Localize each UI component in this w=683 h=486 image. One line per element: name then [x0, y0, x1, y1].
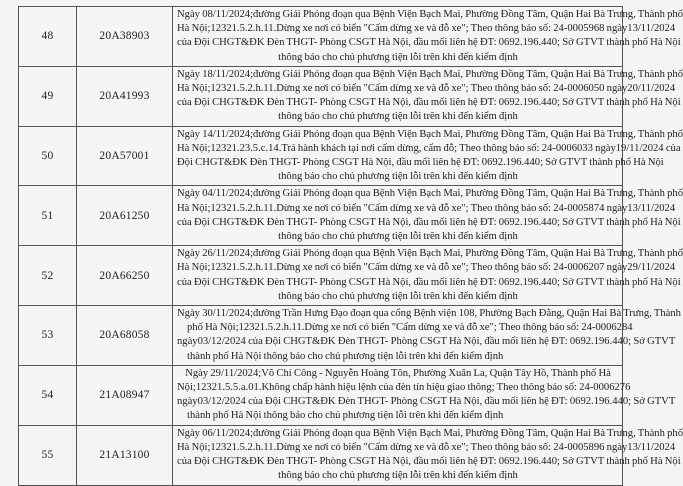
description-line: thông báo cho chủ phương tiện lỗi trên khi đến kiểm định: [278, 111, 518, 123]
description-line: Nội;12321.5.5.a.01.Không chấp hành hiệu lệnh của đèn tín hiệu giao thông; Theo thông báo số: 24-0006276: [177, 382, 631, 394]
description-line: thông báo cho chủ phương tiện lỗi trên khi đến kiểm định: [278, 171, 518, 183]
row-number: 50: [19, 126, 77, 186]
description-line: Ngày 26/11/2024;đường Giải Phóng đoạn qua Bệnh Viện Bạch Mai, Phường Đồng Tâm, Quận Hai Bà Trưng, Thành phố: [177, 248, 683, 260]
table-row: [19, 425, 623, 485]
row-number: 49: [19, 66, 77, 126]
description-line: Ngày 06/11/2024;đường Giải Phóng đoạn qua Bệnh Viện Bạch Mai, Phường Đồng Tâm, Quận Hai Bà Trưng, Thành phố: [177, 427, 683, 439]
license-plate: 20A41993: [77, 66, 173, 126]
description-line: của Đội CHGT&ĐK Đèn THGT- Phòng CSGT Hà Nội, đầu mối liên hệ ĐT: 0692.196.440; Sở GTVT thành phố Hà Nội: [177, 216, 681, 228]
description-line: Ngày 14/11/2024;đường Giải Phóng đoạn qua Bệnh Viện Bạch Mai, Phường Đồng Tâm, Quận Hai Bà Trưng, Thành phố: [177, 128, 683, 140]
violation-description: [173, 126, 683, 186]
description-line: Ngày 08/11/2024;đường Giải Phóng đoạn qua Bệnh Viện Bạch Mai, Phường Đồng Tâm, Quận Hai Bà Trưng, Thành phố: [177, 9, 683, 20]
table-row: [19, 126, 623, 186]
description-line: phố Hà Nội;12321.5.2.h.11.Dừng xe nơi có biển "Cấm dừng xe và đỗ xe"; Theo thông báo số: 24-0006284: [187, 322, 633, 334]
description-line: Ngày 30/11/2024;đường Trần Hưng Đạo đoạn qua cổng Bệnh viện 108, Phường Bạch Đằng, Quận Hai Bà Trưng, Thành: [177, 308, 681, 320]
description-line: thành phố Hà Nội thông báo cho chủ phương tiện lỗi trên khi đến kiểm định: [187, 410, 504, 422]
license-plate: 20A57001: [77, 126, 173, 186]
violation-description: [173, 246, 683, 306]
row-number: 52: [19, 246, 77, 306]
description-line: ngày03/12/2024 của Đội CHGT&ĐK Đèn THGT- Phòng CSGT Hà Nội, đầu mối liên hệ ĐT: 0692.196.440; Sở GTVT: [177, 336, 676, 348]
row-number: 48: [19, 7, 77, 67]
table-row: [19, 306, 623, 366]
table-row: [19, 66, 623, 126]
violation-description: [173, 365, 676, 425]
license-plate: 21A13100: [77, 425, 173, 485]
description-line: của Đội CHGT&ĐK Đèn THGT- Phòng CSGT Hà Nội, đầu mối liên hệ ĐT: 0692.196.440; Sở GTVT thành phố Hà Nội: [177, 276, 681, 288]
table-row: [19, 365, 623, 425]
violation-description: [173, 425, 683, 485]
violation-description: [173, 186, 683, 246]
license-plate: 20A38903: [77, 7, 173, 67]
description-line: Hà Nội;12321.5.2.h.11.Dừng xe nơi có biển "Cấm dừng xe và đỗ xe"; Theo thông báo số: 24-0005874 ngày13/11/2024: [177, 202, 676, 214]
description-line: của Đội CHGT&ĐK Đèn THGT- Phòng CSGT Hà Nội, đầu mối liên hệ ĐT: 0692.196.440; Sở GTVT thành phố Hà Nội: [177, 456, 681, 468]
description-line: thông báo cho chủ phương tiện lỗi trên khi đến kiểm định: [278, 51, 518, 63]
description-line: Ngày 18/11/2024;đường Giải Phóng đoạn qua Bệnh Viện Bạch Mai, Phường Đồng Tâm, Quận Hai Bà Trưng, Thành phố: [177, 68, 683, 80]
violation-description: [173, 7, 683, 67]
table-row: [19, 186, 623, 246]
description-line: Hà Nội;12321.5.2.h.11.Dừng xe nơi có biển "Cấm dừng xe và đỗ xe"; Theo thông báo số: 24-0005896 ngày13/11/2024: [177, 441, 676, 453]
table-row: [19, 7, 623, 67]
table-row: [19, 246, 623, 306]
license-plate: 21A08947: [77, 365, 173, 425]
description-line: Hà Nội;12321.5.2.h.11.Dừng xe nơi có biển "Cấm dừng xe và đỗ xe"; Theo thông báo số: 24-0006050 ngày20/11/2024: [177, 83, 676, 95]
description-line: Hà Nội;12321.23.5.c.14.Trả hành khách tại nơi cấm dừng, cấm đỗ; Theo thông báo số: 24-0006033 ngày19/11/2024 của: [177, 142, 681, 154]
description-line: thông báo cho chủ phương tiện lỗi trên khi đến kiểm định: [278, 231, 518, 243]
row-number: 51: [19, 186, 77, 246]
description-line: thành phố Hà Nội thông báo cho chủ phương tiện lỗi trên khi đến kiểm định: [187, 350, 504, 362]
violations-table-body: [19, 7, 683, 486]
license-plate: 20A66250: [77, 246, 173, 306]
row-number: 53: [19, 306, 77, 366]
row-number: 55: [19, 425, 77, 485]
violation-description: [173, 306, 681, 366]
description-line: của Đội CHGT&ĐK Đèn THGT- Phòng CSGT Hà Nội, đầu mối liên hệ ĐT: 0692.196.440; Sở GTVT thành phố Hà Nội: [177, 37, 681, 49]
description-line: Hà Nội;12321.5.2.h.11.Dừng xe nơi có biển "Cấm dừng xe và đỗ xe"; Theo thông báo số: 24-0006207 ngày29/11/2024: [177, 262, 676, 274]
violation-description: [173, 66, 683, 126]
description-line: Ngày 29/11/2024;Võ Chí Công - Nguyễn Hoàng Tôn, Phường Xuân La, Quận Tây Hồ, Thành phố Hà: [185, 367, 611, 379]
description-line: của Đội CHGT&ĐK Đèn THGT- Phòng CSGT Hà Nội, đầu mối liên hệ ĐT: 0692.196.440; Sở GTVT thành phố Hà Nội: [177, 97, 681, 109]
description-line: thông báo cho chủ phương tiện lỗi trên khi đến kiểm định: [278, 290, 518, 302]
violations-table: [18, 6, 683, 486]
description-line: Đội CHGT&ĐK Đèn THGT- Phòng CSGT Hà Nội, đầu mối liên hệ ĐT: 0692.196.440; Sở GTVT thành phố Hà Nội: [177, 157, 664, 169]
description-line: Ngày 04/11/2024;đường Giải Phóng đoạn qua Bệnh Viện Bạch Mai, Phường Đồng Tâm, Quận Hai Bà Trưng, Thành phố: [177, 188, 683, 200]
description-line: ngày03/12/2024 của Đội CHGT&ĐK Đèn THGT- Phòng CSGT Hà Nội, đầu mối liên hệ ĐT: 0692.196.440; Sở GTVT: [177, 396, 676, 408]
description-line: Hà Nội;12321.5.2.h.11.Dừng xe nơi có biển "Cấm dừng xe và đỗ xe"; Theo thông báo số: 24-0005968 ngày13/11/2024: [177, 23, 676, 35]
license-plate: 20A61250: [77, 186, 173, 246]
row-number: 54: [19, 365, 77, 425]
license-plate: 20A68058: [77, 306, 173, 366]
description-line: thông báo cho chủ phương tiện lỗi trên khi đến kiểm định: [278, 470, 518, 482]
